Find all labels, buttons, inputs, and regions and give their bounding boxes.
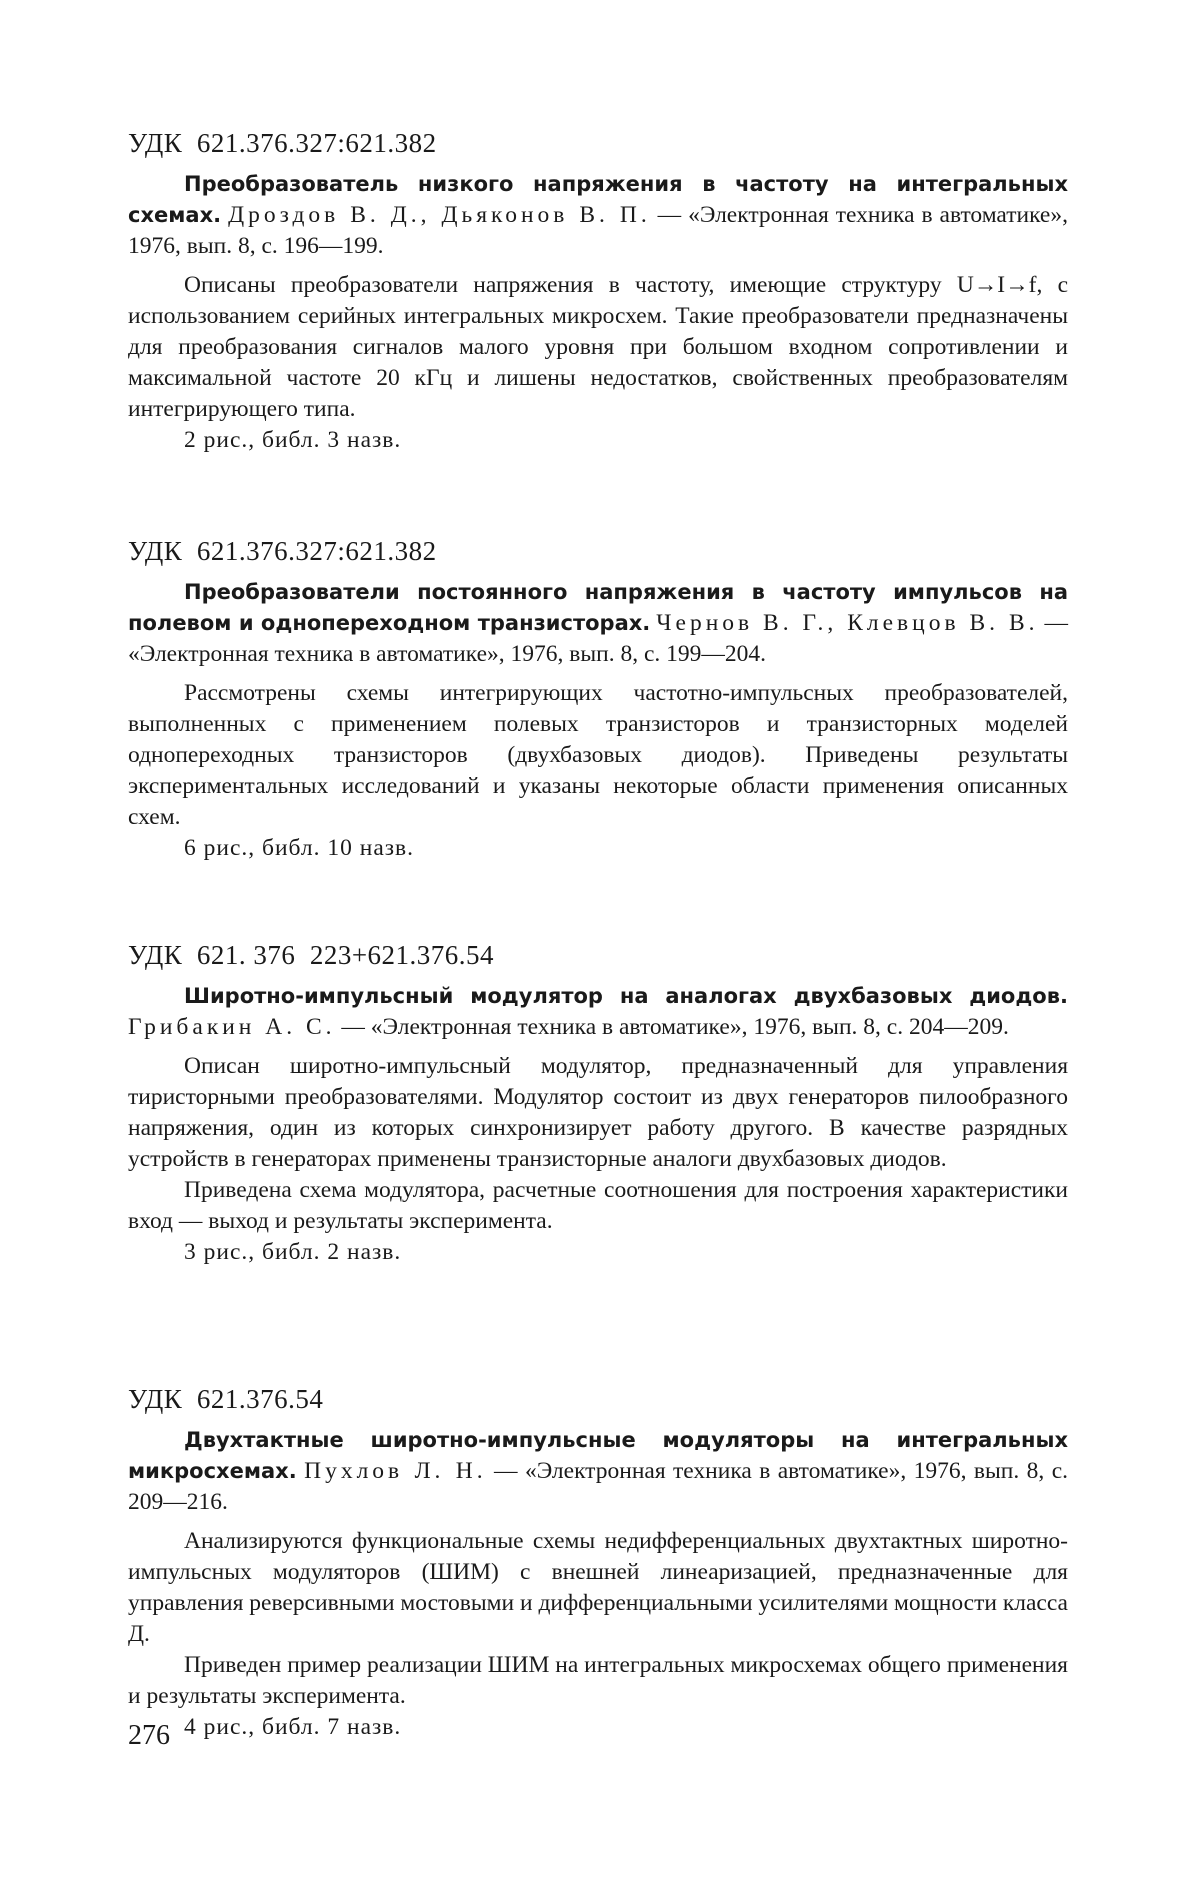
figure-reference-count: 2 рис., библ. 3 назв. xyxy=(184,427,402,453)
page-number: 276 xyxy=(128,1720,170,1751)
udk-code: УДК 621.376.327:621.382 xyxy=(128,536,437,566)
abstract-paragraph: Приведена схема модулятора, расчетные соотношения для построения характеристики вход — выход и результаты эксперимента. xyxy=(128,1177,1068,1234)
abstract-paragraph: Описаны преобразователи напряжения в частоту, имеющие структуру U→I→f, с использованием серийных интегральных микросхем. Такие преобразователи предназначены для преобразования сигналов малого уровня при большом входном сопротивлении и максимальной частоте 20 кГц и лишены недостатков, свойственных преобразователям интегрирующего типа. xyxy=(128,272,1068,422)
entry-authors: Грибакин А. С. xyxy=(128,1014,336,1040)
abstract-entry-2 xyxy=(128,536,1068,864)
udk-code: УДК 621.376.54 xyxy=(128,1384,324,1414)
figure-reference-count: 6 рис., библ. 10 назв. xyxy=(184,835,415,861)
entry-title: Двухтактные широтно-импульсные модуляторы на интегральных микросхемах. xyxy=(128,1428,1068,1483)
entry-authors: Пухлов Л. Н. xyxy=(304,1458,487,1484)
abstract-entry-1 xyxy=(128,128,1068,456)
entry-source: — «Электронная техника в автоматике», 1976, вып. 8, с. 199—204. xyxy=(128,610,1069,667)
citation xyxy=(128,169,1068,262)
entry-title: Широтно-импульсный модулятор на аналогах двухбазовых диодов. xyxy=(184,984,1068,1008)
entry-source: — «Электронная техника в автоматике», 1976, вып. 8, с. 196—199. xyxy=(128,202,1068,259)
figure-reference-count: 3 рис., библ. 2 назв. xyxy=(184,1239,402,1265)
abstract-entry-3 xyxy=(128,940,1068,1268)
entry-authors: Чернов В. Г., Клевцов В. В. xyxy=(656,610,1039,636)
abstract-paragraph: Рассмотрены схемы интегрирующих частотно-импульсных преобразователей, выполненных с применением полевых транзисторов и транзисторных моделей однопереходных транзисторов (двухбазовых диодов). Приведены результаты экспериментальных исследований и указаны некоторые области применения описанных схем. xyxy=(128,680,1068,830)
figure-reference-count: 4 рис., библ. 7 назв. xyxy=(184,1714,402,1740)
abstract-paragraph: Анализируются функциональные схемы недифференциальных двухтактных широтно-импульсных модуляторов (ШИМ) с внешней линеаризацией, предназначенные для управления реверсивными мостовыми и дифференциальными усилителями мощности класса Д. xyxy=(128,1528,1068,1647)
abstract-entry-4 xyxy=(128,1384,1068,1743)
citation xyxy=(128,981,1068,1043)
abstract-paragraph: Приведен пример реализации ШИМ на интегральных микросхемах общего применения и результаты эксперимента. xyxy=(128,1652,1068,1709)
entry-title: Преобразователи постоянного напряжения в частоту импульсов на полевом и однопереходном транзисторах. xyxy=(128,580,1068,635)
udk-code: УДК 621.376.327:621.382 xyxy=(128,128,437,158)
udk-code: УДК 621. 376 223+621.376.54 xyxy=(128,940,495,970)
citation xyxy=(128,577,1068,670)
entry-source: — «Электронная техника в автоматике», 1976, вып. 8, с. 209—216. xyxy=(128,1458,1069,1515)
abstract-paragraph: Описан широтно-импульсный модулятор, предназначенный для управления тиристорными преобразователями. Модулятор состоит из двух генераторов пилообразного напряжения, один из которых синхронизирует работу другого. В качестве разрядных устройств в генераторах применены транзисторные аналоги двухбазовых диодов. xyxy=(128,1053,1068,1172)
entry-title: Преобразователь низкого напряжения в частоту на интегральных схемах. xyxy=(128,172,1068,227)
entry-source: — «Электронная техника в автоматике», 1976, вып. 8, с. 204—209. xyxy=(335,1014,1009,1040)
entry-authors: Дроздов В. Д., Дьяконов В. П. xyxy=(228,202,651,228)
citation xyxy=(128,1425,1068,1518)
